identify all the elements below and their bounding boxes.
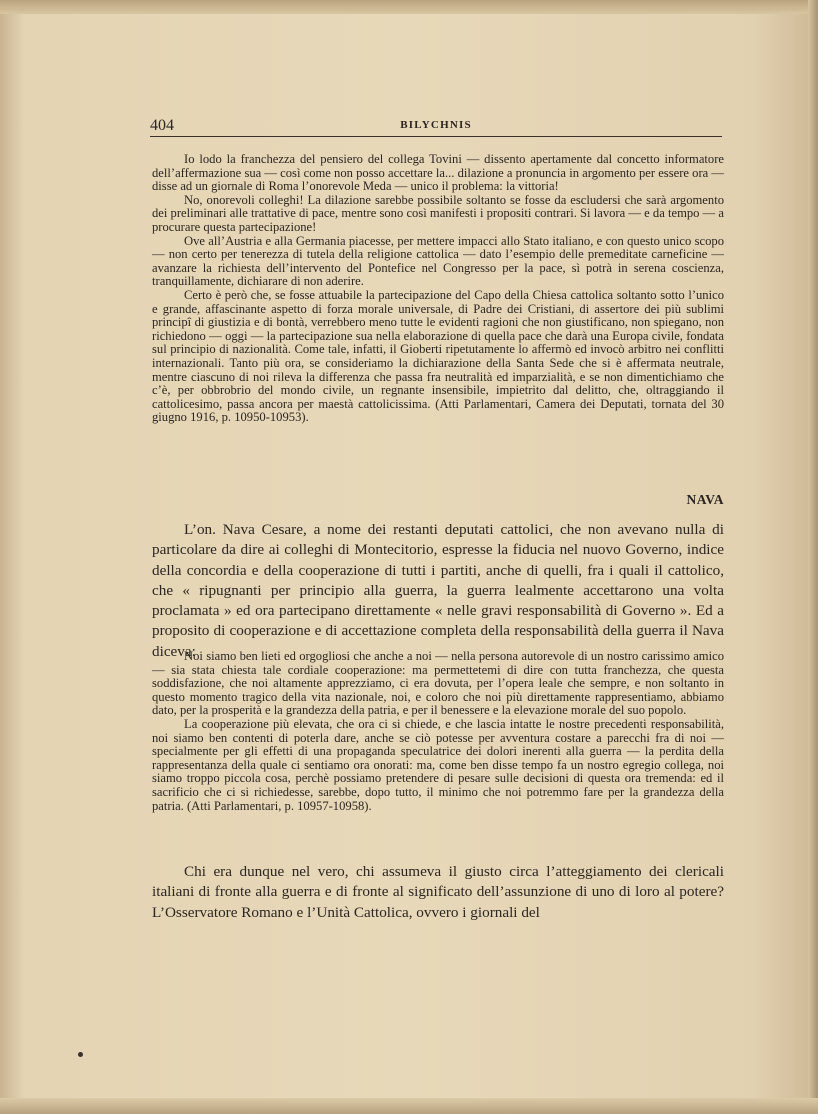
paragraph: Ove all’Austria e alla Germania piacesse, per mettere impacci allo Stato italiano, e con questo unico scopo — non certo per tenerezza di tutela della religione cattolica — dato l’esempio delle premeditate carneficine — avanzare la richiesta dell’intervento del Pontefice nel Congresso per la pace, sì potrà in serena coscienza, tranquillamente, dichiarare di non aderire. xyxy=(152,233,724,289)
running-head: BILYCHNIS xyxy=(400,119,472,131)
paragraph: Certo è però che, se fosse attuabile la partecipazione del Capo della Chiesa cattolica soltanto sotto l’unico e grande, affascinante aspetto di forza morale universale, di Padre dei Cristiani, di assertore dei più sublimi principî di giustizia e di bontà, verrebbero meno tutte le evidenti ragioni che non giustificano, non spiegano, non richiedono — oggi — la partecipazione sua nella elaborazione di quella pace che darà una Europa civile, fondata sul principio di nazionalità. Come tale, infatti, il Gioberti ripetutamente lo affermò ed invocò arbitro nei conflitti internazionali. Tanto più ora, se consideriamo la dichiarazione della Santa Sede che si è affermata neutrale, mentre ciascuno di noi rileva la differenza che passa fra neutralità ed imparzialità, e se non dimentichiamo che c’è, per obbrobrio del mondo civile, un regnante insensibile, impietrito dal delitto, che, oltraggiando il cattolicesimo, passa ancora per maestà cattolicissima. (Atti Parlamentari, Camera dei Deputati, tornata del 30 giugno 1916, p. 10950-10953). xyxy=(152,287,724,425)
ink-spot xyxy=(78,1052,83,1057)
body-text-conclusion xyxy=(152,862,724,923)
header-rule xyxy=(150,136,722,137)
section-heading: NAVA xyxy=(686,492,724,507)
page-edge-top xyxy=(0,0,818,14)
body-text-nava xyxy=(152,520,724,662)
quoted-speech-nava xyxy=(152,650,724,813)
page-number: 404 xyxy=(150,117,174,134)
page-edge-right xyxy=(808,0,818,1114)
paragraph: La cooperazione più elevata, che ora ci si chiede, e che lascia intatte le nostre precedenti responsabilità, noi siamo ben contenti di poterla dare, anche se ciò potesse per avventura costare a parecchi fra di noi — specialmente per gli effetti di una propaganda speculatrice dei dolori inerenti alla guerra — la perdita della rappresentanza della quale ci sentiamo ora onorati: ma, come ben disse tempo fa un nostro egregio collega, noi siamo troppo piccola cosa, perchè possiamo pretendere di pesare sulle decisioni di questa ora tremenda: ed il sacrificio che ci si richiedesse, sarebbe, dopo tutto, il minimo che noi potremmo fare per la grandezza della patria. (Atti Parlamentari, p. 10957-10958). xyxy=(152,716,724,813)
paragraph: L’on. Nava Cesare, a nome dei restanti deputati cattolici, che non avevano nulla di particolare da dire ai colleghi di Montecitorio, espresse la fiducia nel nuovo Governo, indice della concordia e della cooperazione di tutti i partiti, anche di quelli, fra i quali il cattolico, che « ripugnanti per principio alla guerra, la guerra lealmente accettarono una volta proclamata » ed ora partecipano direttamente « nelle gravi responsabilità di Governo ». Ed a proposito di cooperazione e di accettazione completa della responsabilità della guerra il Nava diceva: xyxy=(152,521,724,660)
paragraph: Chi era dunque nel vero, chi assumeva il giusto circa l’atteggiamento dei clericali italiani di fronte alla guerra e di fronte al significato dell’assunzione di uno di loro al potere? L’Osservatore Romano e l’Unità Cattolica, ovvero i giornali del xyxy=(152,863,724,921)
paragraph: No, onorevoli colleghi! La dilazione sarebbe possibile soltanto se fosse da escludersi che sarà argomento dei preliminari alle trattative di pace, mentre sono così manifesti i propositi contrari. Si lavora — e da tempo — a procurare questa partecipazione! xyxy=(152,192,724,234)
page-header xyxy=(150,117,722,137)
quoted-speech-tovini xyxy=(152,153,724,425)
paragraph: Io lodo la franchezza del pensiero del collega Tovini — dissento apertamente dal concetto informatore dell’affermazione sua — così come non posso accettare la... dilazione a pronuncia in argomento per essere ora — disse ad un giornale di Roma l’onorevole Meda — unico il problema: la vittoria! xyxy=(152,152,724,194)
page-edge-bottom xyxy=(0,1098,818,1114)
paragraph: Noi siamo ben lieti ed orgogliosi che anche a noi — nella persona autorevole di un nostro carissimo amico — sia stata chiesta tale cordiale cooperazione: ma permettetemi di dire con tutta franchezza, che questa soddisfazione, che noi altamente apprezziamo, ci era dovuta, per l’opera leale che sempre, e non soltanto in questo momento tragico della vita nazionale, noi, e coloro che noi più direttamente rappresentiamo, abbiamo dato, per la prosperità e la grandezza della patria, e per il benessere e la elevazione morale del suo popolo. xyxy=(152,649,724,718)
